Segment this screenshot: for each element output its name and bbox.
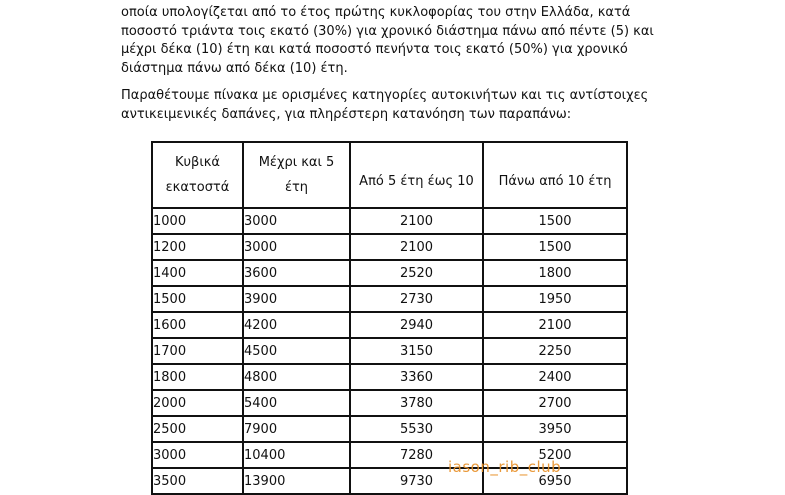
table-row	[152, 208, 627, 234]
cell-5-to-10-years: 7280	[350, 442, 483, 468]
table-row	[152, 338, 627, 364]
cell-up-to-5-years: 4800	[243, 364, 350, 390]
cell-cc: 2000	[152, 390, 243, 416]
table-row	[152, 286, 627, 312]
cell-up-to-5-years: 3900	[243, 286, 350, 312]
cell-up-to-5-years: 5400	[243, 390, 350, 416]
cell-up-to-5-years: 10400	[243, 442, 350, 468]
table-row	[152, 364, 627, 390]
cell-up-to-5-years: 4200	[243, 312, 350, 338]
table-header-row	[152, 142, 627, 208]
paragraph-depreciation: οποία υπολογίζεται από το έτος πρώτης κυκλοφορίας του στην Ελλάδα, κατά ποσοστό τριάντα τοις εκατό (30%) για χρονικό διάστημα πάνω από πέντε (5) και μέχρι δέκα (10) έτη και κατά ποσοστό πενήντα τοις εκατό (50%) για χρονικό διάστημα πάνω από δέκα (10) έτη.	[121, 5, 654, 76]
cell-cc: 1700	[152, 338, 243, 364]
cell-5-to-10-years: 2100	[350, 234, 483, 260]
cell-cc: 2500	[152, 416, 243, 442]
cell-up-to-5-years: 4500	[243, 338, 350, 364]
cell-over-10-years: 2100	[483, 312, 627, 338]
cell-up-to-5-years: 3000	[243, 208, 350, 234]
cell-over-10-years: 1950	[483, 286, 627, 312]
cell-5-to-10-years: 9730	[350, 468, 483, 494]
cell-cc: 1200	[152, 234, 243, 260]
cell-5-to-10-years: 3150	[350, 338, 483, 364]
cell-over-10-years: 2250	[483, 338, 627, 364]
paragraph-table-intro: Παραθέτουμε πίνακα με ορισμένες κατηγορίες αυτοκινήτων και τις αντίστοιχες αντικειμενικές δαπάνες, για πληρέστερη κατανόηση των παραπάνω:	[121, 88, 649, 122]
cell-cc: 1800	[152, 364, 243, 390]
cell-5-to-10-years: 5530	[350, 416, 483, 442]
cell-over-10-years: 1800	[483, 260, 627, 286]
cell-over-10-years: 5200	[483, 442, 627, 468]
cell-5-to-10-years: 2520	[350, 260, 483, 286]
table-row	[152, 416, 627, 442]
objective-costs-table	[151, 141, 628, 495]
cell-over-10-years: 2700	[483, 390, 627, 416]
cell-up-to-5-years: 7900	[243, 416, 350, 442]
cell-over-10-years: 2400	[483, 364, 627, 390]
table-row	[152, 260, 627, 286]
table-row	[152, 312, 627, 338]
table-row	[152, 234, 627, 260]
cell-over-10-years: 1500	[483, 234, 627, 260]
cell-cc: 1400	[152, 260, 243, 286]
header-up-to-5-years: Μέχρι και 5 έτη	[243, 142, 350, 208]
cell-up-to-5-years: 13900	[243, 468, 350, 494]
table-row	[152, 390, 627, 416]
cell-5-to-10-years: 2100	[350, 208, 483, 234]
cell-cc: 1500	[152, 286, 243, 312]
cell-cc: 3500	[152, 468, 243, 494]
cell-5-to-10-years: 3360	[350, 364, 483, 390]
cell-over-10-years: 6950	[483, 468, 627, 494]
cell-5-to-10-years: 2730	[350, 286, 483, 312]
header-5-to-10-years: Από 5 έτη έως 10	[350, 142, 483, 208]
header-cc: Κυβικά εκατοστά	[152, 142, 243, 208]
cell-5-to-10-years: 2940	[350, 312, 483, 338]
cell-up-to-5-years: 3000	[243, 234, 350, 260]
cell-up-to-5-years: 3600	[243, 260, 350, 286]
cell-over-10-years: 3950	[483, 416, 627, 442]
cell-cc: 1600	[152, 312, 243, 338]
watermark-text: iason_rib_club	[448, 458, 562, 476]
header-over-10-years: Πάνω από 10 έτη	[483, 142, 627, 208]
cell-cc: 1000	[152, 208, 243, 234]
cell-cc: 3000	[152, 442, 243, 468]
cell-5-to-10-years: 3780	[350, 390, 483, 416]
cell-over-10-years: 1500	[483, 208, 627, 234]
